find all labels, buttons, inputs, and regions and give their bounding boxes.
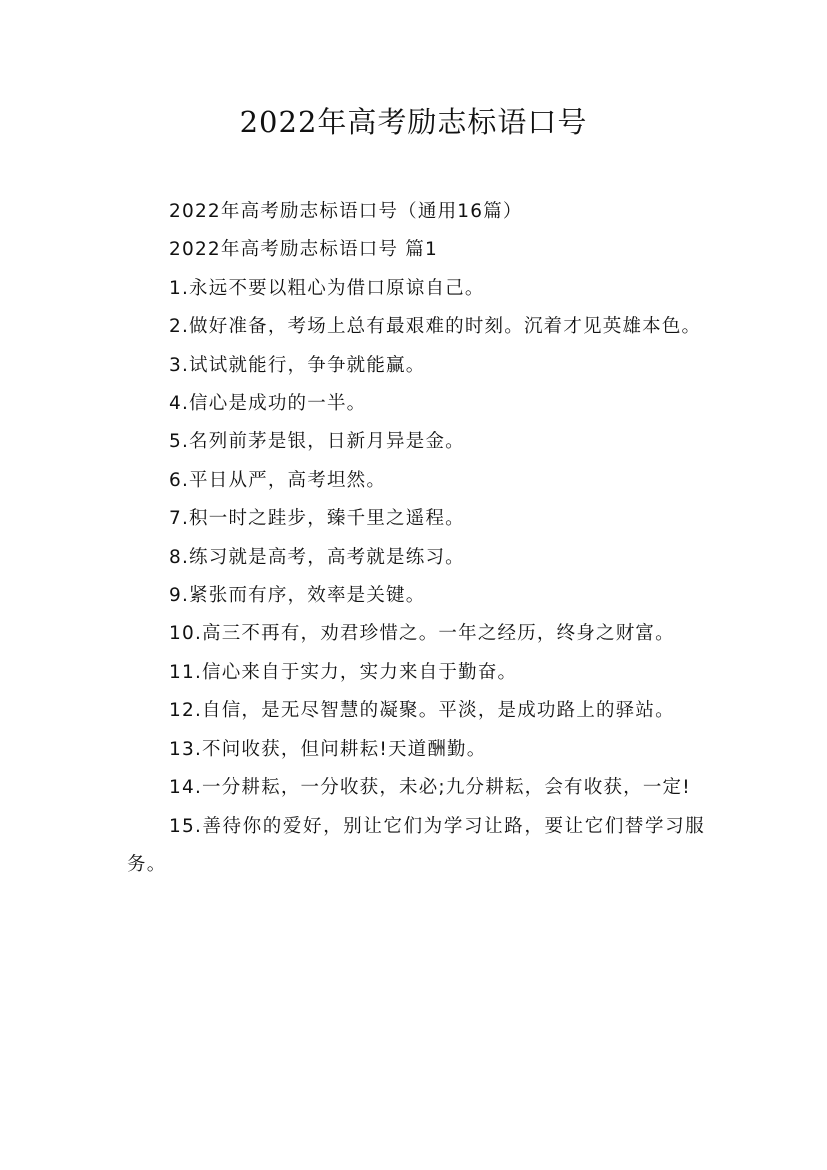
section-heading: 2022年高考励志标语口号 篇1 [169, 239, 438, 261]
slogan-item-13: 13.不问收获，但问耕耘!天道酬勤。 [169, 738, 487, 760]
slogan-item-14: 14.一分耕耘，一分收获，未必;九分耕耘，会有收获，一定! [169, 777, 691, 799]
document-body [127, 193, 705, 884]
slogan-item-10: 10.高三不再有，劝君珍惜之。一年之经历，终身之财富。 [169, 623, 675, 645]
slogan-item-9: 9.紧张而有序，效率是关键。 [169, 585, 426, 607]
slogan-item-12: 12.自信，是无尽智慧的凝聚。平淡，是成功路上的驿站。 [169, 700, 675, 722]
slogan-item-8: 8.练习就是高考，高考就是练习。 [169, 546, 465, 568]
slogan-item-2: 2.做好准备，考场上总有最艰难的时刻。沉着才见英雄本色。 [169, 316, 702, 338]
slogan-item-5: 5.名列前茅是银，日新月异是金。 [169, 431, 465, 453]
slogan-item-11: 11.信心来自于实力，实力来自于勤奋。 [169, 661, 518, 683]
slogan-item-15: 15.善待你的爱好，别让它们为学习让路，要让它们替学习服务。 [127, 815, 705, 875]
slogan-item-3: 3.试试就能行，争争就能赢。 [169, 354, 426, 376]
slogan-item-1: 1.永远不要以粗心为借口原谅自己。 [169, 277, 485, 299]
document-title: 2022年高考励志标语口号 [239, 105, 588, 139]
slogan-item-4: 4.信心是成功的一半。 [169, 393, 367, 415]
slogan-item-7: 7.积一时之跬步，臻千里之遥程。 [169, 508, 465, 530]
slogan-item-6: 6.平日从严，高考坦然。 [169, 469, 387, 491]
subtitle-paragraph: 2022年高考励志标语口号（通用16篇） [169, 201, 523, 222]
